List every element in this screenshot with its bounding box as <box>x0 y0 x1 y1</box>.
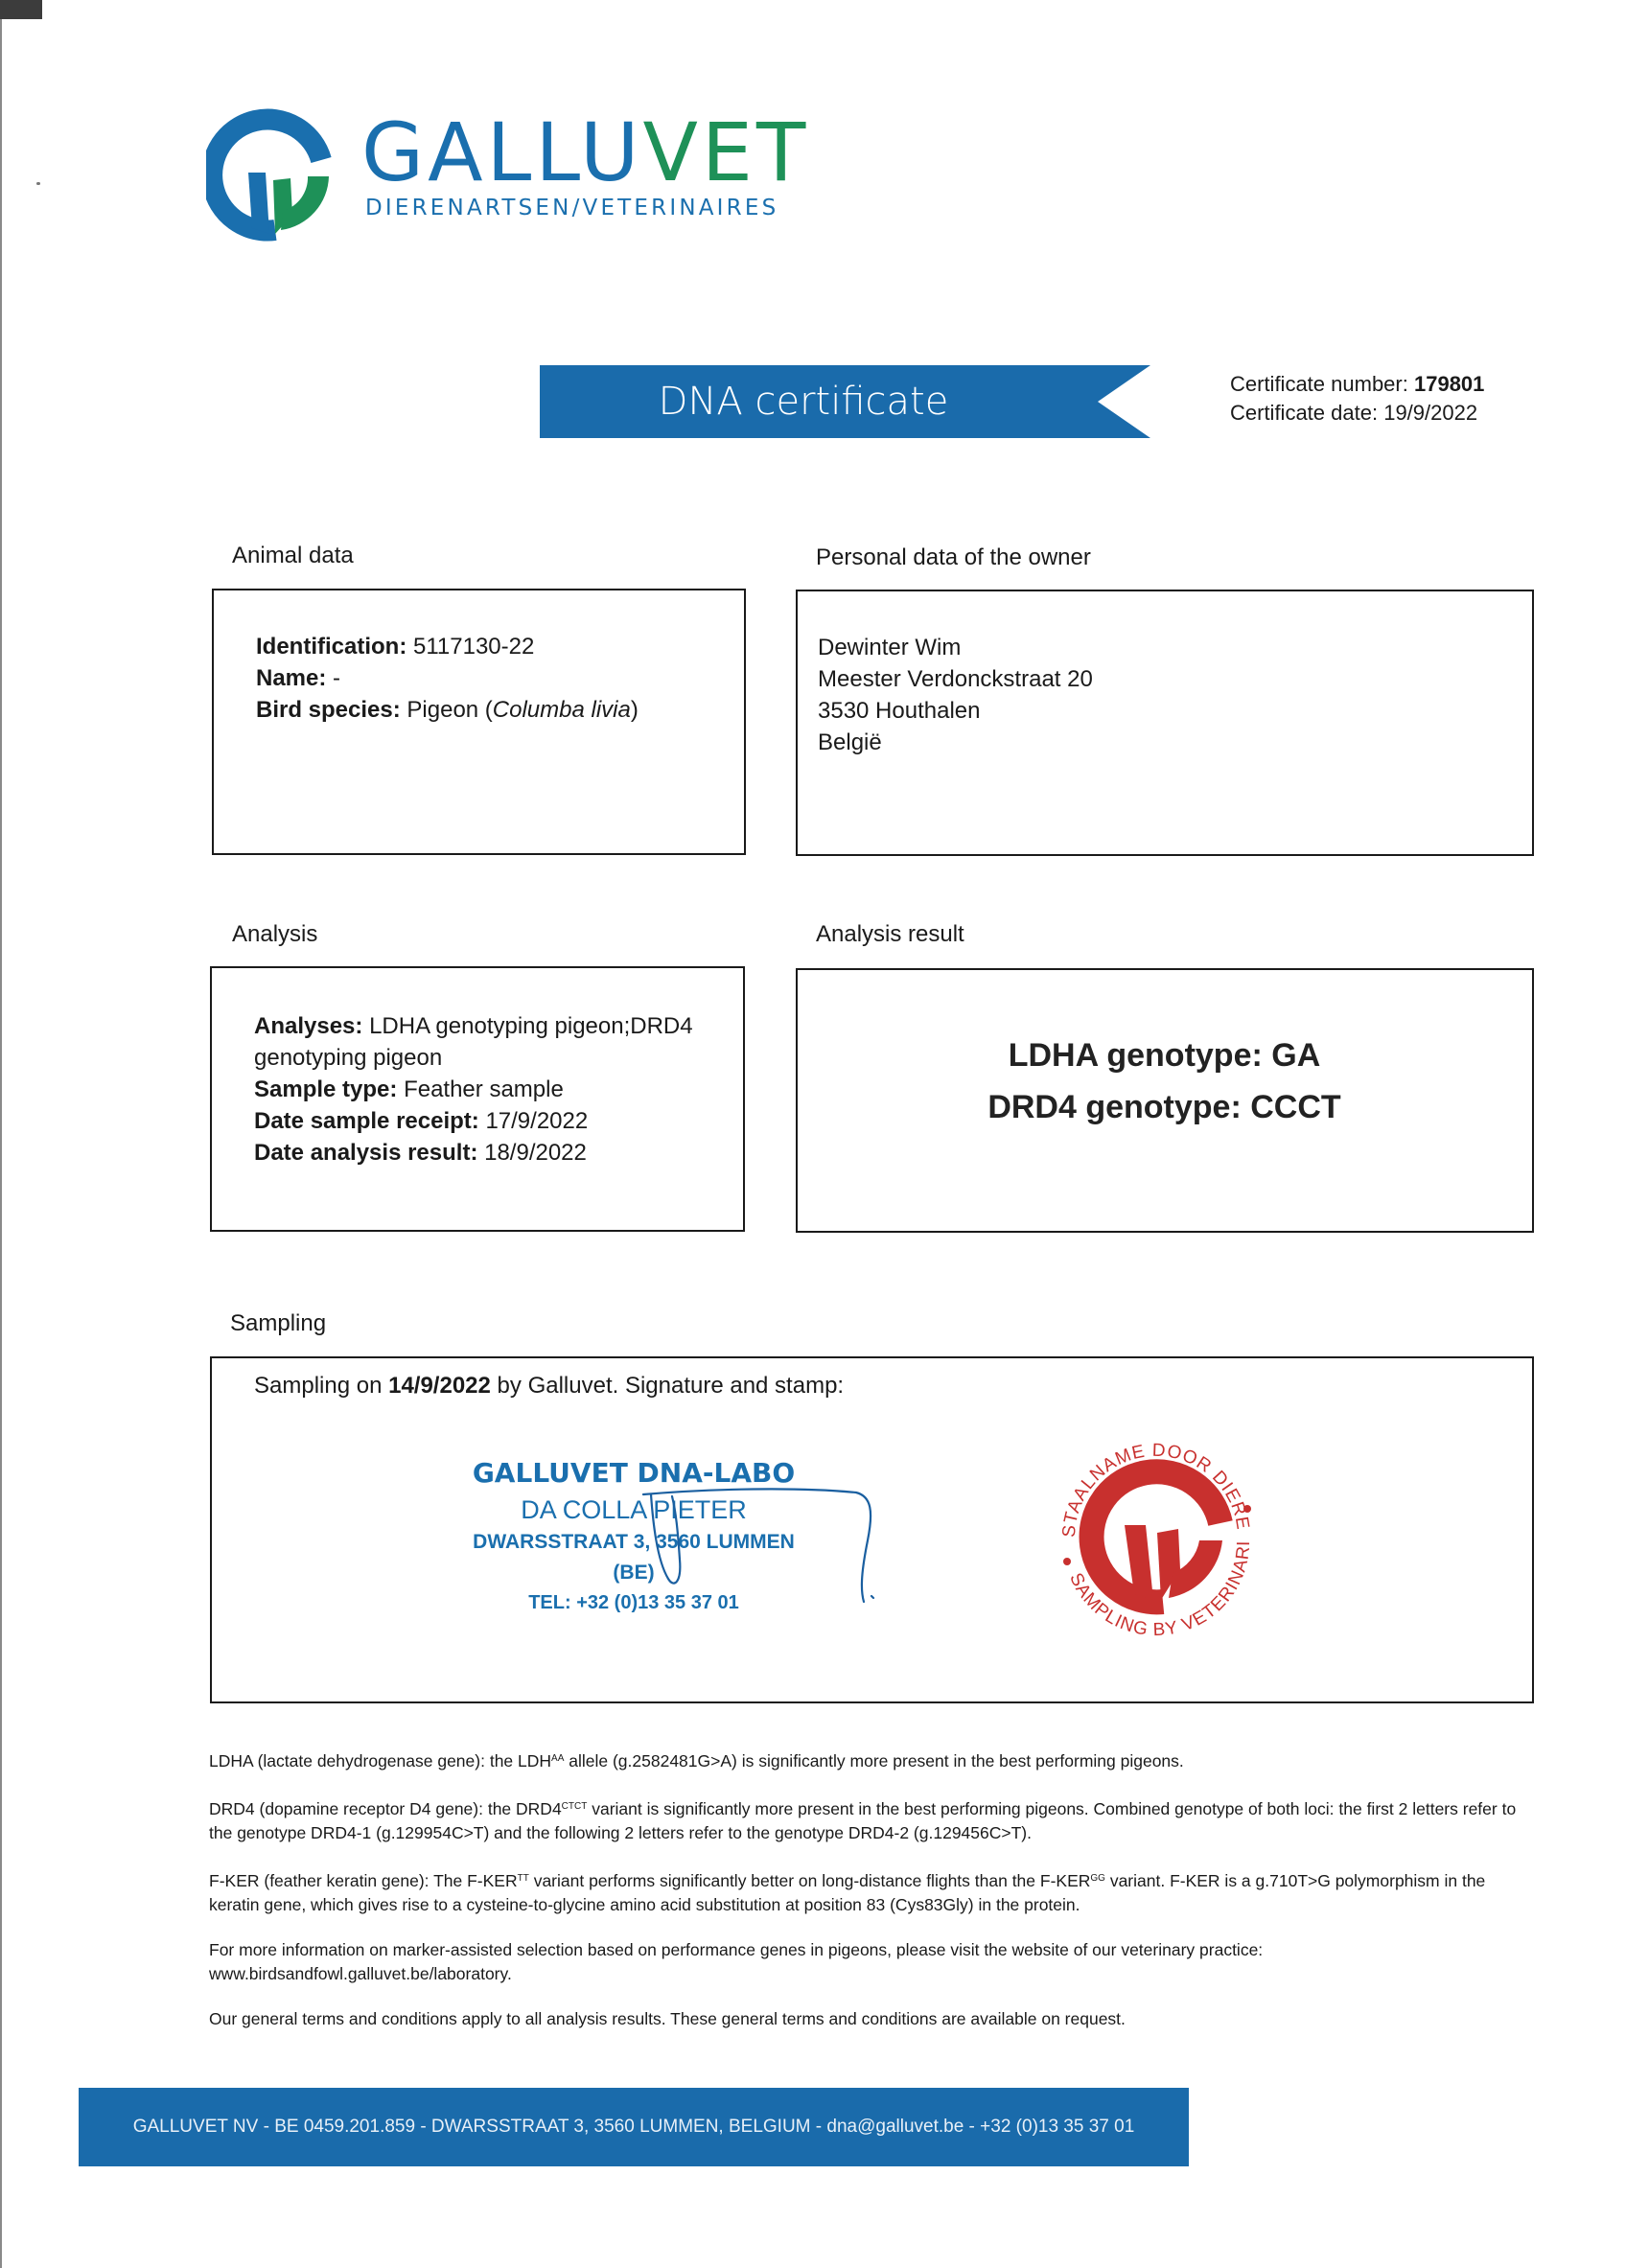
stamp-seal-icon <box>1036 1418 1276 1657</box>
note-fker-text3: variant. F-KER is a g.710T>G polymorphism in the keratin gene, which gives rise to a cysteine-to-glycine amino acid substitution at position 83 (Cys83Gly) in the protein. <box>209 1871 1486 1914</box>
owner-city: 3530 Houthalen <box>818 698 981 724</box>
brand-name-part2: VET <box>642 105 810 199</box>
owner-address <box>818 632 1093 758</box>
sampling-text-after: by Galluvet. Signature and stamp: <box>497 1373 845 1399</box>
scan-speck <box>36 182 40 185</box>
explanatory-notes <box>209 1747 1532 2052</box>
scan-artifact-corner <box>0 0 42 19</box>
result-date-row <box>254 1137 693 1169</box>
brand-name-part1: GALLU <box>361 105 643 199</box>
certificate-number-label: Certificate number: <box>1230 372 1408 396</box>
analysis-result-heading: Analysis result <box>816 921 964 947</box>
sampling-text-before: Sampling on <box>254 1373 383 1399</box>
sample-type-value: Feather sample <box>404 1076 564 1102</box>
galluvet-logo <box>206 105 810 242</box>
title-banner <box>540 365 1150 438</box>
scan-artifact-edge <box>0 19 2 2268</box>
receipt-date-row <box>254 1105 693 1137</box>
note-drd4-text1: DRD4 (dopamine receptor D4 gene): the DRD4 <box>209 1799 562 1818</box>
certificate-number-row <box>1230 370 1484 399</box>
lab-stamp-person: DA COLLA PIETER <box>521 1495 747 1524</box>
lab-stamp-address: DWARSSTRAAT 3, 3560 LUMMEN (BE) <box>473 1531 795 1584</box>
certificate-date-label: Certificate date: <box>1230 401 1379 425</box>
result-date-value: 18/9/2022 <box>484 1140 587 1166</box>
drd4-genotype: DRD4 genotype: CCCT <box>987 1089 1341 1125</box>
lab-stamp-phone: TEL: +32 (0)13 35 37 01 <box>528 1592 739 1613</box>
note-ldha-sup: AA <box>551 1753 565 1764</box>
name-label: Name: <box>256 665 327 691</box>
identification-row <box>256 631 639 662</box>
receipt-date-label: Date sample receipt: <box>254 1108 479 1134</box>
species-close: ) <box>630 697 639 723</box>
name-row <box>256 662 639 694</box>
note-terms: Our general terms and conditions apply to all analysis results. These general terms and conditions are available on request. <box>209 2009 1126 2028</box>
receipt-date-value: 17/9/2022 <box>485 1108 589 1134</box>
owner-name: Dewinter Wim <box>818 635 962 660</box>
sample-type-label: Sample type: <box>254 1076 398 1102</box>
analyses-row <box>254 1010 693 1042</box>
certificate-date: 19/9/2022 <box>1383 401 1478 425</box>
note-fker-text1: F-KER (feather keratin gene): The F-KER <box>209 1871 518 1890</box>
analysis-box <box>210 966 745 1232</box>
analyses-label: Analyses: <box>254 1013 363 1039</box>
footer-bar: GALLUVET NV - BE 0459.201.859 - DWARSSTRAAT 3, 3560 LUMMEN, BELGIUM - dna@galluvet.be - +32 (0)13 35 37 01 <box>79 2088 1189 2166</box>
owner-street: Meester Verdonckstraat 20 <box>818 666 1093 692</box>
animal-data-box <box>212 589 746 855</box>
result-date-label: Date analysis result: <box>254 1140 478 1166</box>
veterinarian-stamp <box>1036 1418 1276 1657</box>
analyses-value-line2: genotyping pigeon <box>254 1045 443 1071</box>
sample-type-row <box>254 1074 693 1105</box>
species-row <box>256 694 639 726</box>
animal-data-fields <box>256 631 639 726</box>
analysis-fields <box>254 1010 693 1169</box>
brand-wordmark <box>361 105 810 199</box>
stamp-top-text: STAALNAME DOOR DIERE <box>1058 1440 1253 1539</box>
analysis-result-box <box>796 968 1534 1233</box>
owner-country: België <box>818 729 882 755</box>
name-value: - <box>333 665 341 691</box>
genotype-results <box>798 1030 1531 1133</box>
document-title: DNA certificate <box>658 380 949 424</box>
note-drd4 <box>209 1794 1532 1845</box>
sampling-heading: Sampling <box>230 1310 327 1336</box>
certificate-info <box>1230 370 1484 428</box>
signature <box>634 1483 902 1608</box>
owner-box <box>796 590 1534 856</box>
sampling-statement <box>254 1370 844 1401</box>
note-ldha <box>209 1747 1532 1773</box>
note-drd4-text2: variant is significantly more present in the best performing pigeons. Combined genotype of both loci: the first 2 letters refer to the genotype DRD4-1 (g.129954C>T) and the following 2 letters refer to the genotype DRD4-2 (g.129456C>T). <box>209 1799 1517 1842</box>
galluvet-logo-icon <box>206 107 340 242</box>
species-latin: Columba livia <box>492 697 631 723</box>
note-fker-sup2: GG <box>1090 1873 1105 1884</box>
ldha-genotype: LDHA genotype: GA <box>1008 1037 1321 1074</box>
note-fker <box>209 1866 1532 1917</box>
note-drd4-sup: CTCT <box>561 1801 588 1812</box>
certificate-date-row <box>1230 399 1484 428</box>
lab-stamp-name: GALLUVET DNA-LABO <box>472 1457 796 1489</box>
identification-label: Identification: <box>256 634 407 660</box>
sampling-box <box>210 1356 1534 1703</box>
species-label: Bird species: <box>256 697 401 723</box>
certificate-number: 179801 <box>1413 372 1485 396</box>
note-fker-sup1: TT <box>517 1873 529 1884</box>
analyses-value-line1: LDHA genotyping pigeon;DRD4 <box>369 1013 693 1039</box>
analysis-heading: Analysis <box>232 921 318 947</box>
note-fker-text2: variant performs significantly better on long-distance flights than the F-KER <box>528 1871 1091 1890</box>
brand-subtitle: DIERENARTSEN/VETERINAIRES <box>365 196 779 220</box>
identification-value: 5117130-22 <box>413 634 535 660</box>
note-ldha-text1: LDHA (lactate dehydrogenase gene): the LDH <box>209 1751 552 1770</box>
owner-heading: Personal data of the owner <box>816 544 1091 570</box>
species-common: Pigeon ( <box>406 697 493 723</box>
animal-data-heading: Animal data <box>232 543 354 568</box>
sampling-date: 14/9/2022 <box>388 1373 491 1399</box>
note-ldha-text2: allele (g.2582481G>A) is significantly more present in the best performing pigeons. <box>564 1751 1184 1770</box>
stamp-bottom-text: SAMPLING BY VETERINARI <box>1065 1539 1255 1641</box>
note-more-info: For more information on marker-assisted selection based on performance genes in pigeons, please visit the website of our veterinary practice: www.birdsandfowl.galluvet.be/laboratory. <box>209 1940 1264 1983</box>
